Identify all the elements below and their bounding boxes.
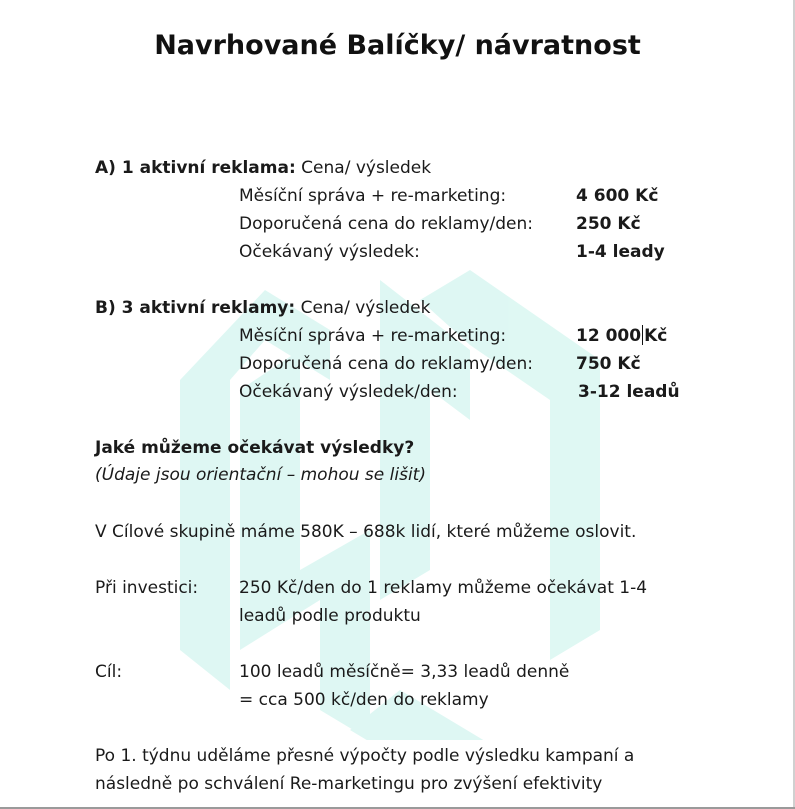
goal-line-2: = cca 500 kč/den do reklamy (239, 690, 489, 710)
results-heading: Jaké můžeme očekávat výsledky? (95, 438, 415, 458)
package-b-heading (95, 297, 430, 319)
investment-line-2: leadů podle produktu (239, 606, 421, 626)
goal-line-1: 100 leadů měsíčně= 3,33 leadů denně (239, 662, 570, 682)
investment-line-1: 250 Kč/den do 1 reklamy můžeme očekávat 1-4 (239, 578, 648, 598)
package-b-value-result: 3-12 leadů (578, 382, 680, 402)
package-b-value-number: 12 000 (576, 326, 642, 346)
package-b-label-management: Měsíční správa + re-marketing: (239, 326, 507, 346)
package-b-label-result: Očekávaný výsledek/den: (239, 382, 458, 402)
goal-label: Cíl: (95, 662, 123, 682)
package-a-heading (95, 157, 431, 179)
package-b-heading-rest: Cena/ výsledek (295, 298, 431, 318)
footer-line-1: Po 1. týdnu uděláme přesné výpočty podle výsledku kampaní a (95, 746, 635, 766)
package-b-value-currency: Kč (644, 326, 668, 346)
package-b-value-management[interactable] (576, 325, 667, 347)
package-b-value-ad-budget: 750 Kč (576, 354, 641, 374)
package-a-heading-rest: Cena/ výsledek (295, 158, 432, 178)
package-a-label-management: Měsíční správa + re-marketing: (239, 186, 507, 206)
package-b-heading-bold: B) 3 aktivní reklamy: (95, 298, 296, 318)
package-a-value-result: 1-4 leady (576, 242, 665, 262)
package-b-label-ad-budget: Doporučená cena do reklamy/den: (239, 354, 534, 374)
text-cursor (642, 325, 643, 345)
package-a-label-ad-budget: Doporučená cena do reklamy/den: (239, 214, 534, 234)
package-a-value-ad-budget: 250 Kč (576, 214, 641, 234)
footer-line-2: následně po schválení Re-marketingu pro zvýšení efektivity (95, 774, 603, 794)
package-a-value-management: 4 600 Kč (576, 186, 659, 206)
audience-text: V Cílové skupině máme 580K – 688k lidí, které můžeme oslovit. (95, 522, 637, 542)
page-title: Navrhované Balíčky/ návratnost (154, 30, 641, 61)
package-a-heading-bold: A) 1 aktivní reklama: (95, 158, 296, 178)
package-a-label-result: Očekávaný výsledek: (239, 242, 420, 262)
results-note: (Údaje jsou orientační – mohou se lišit) (95, 465, 426, 485)
investment-label: Při investici: (95, 578, 199, 598)
